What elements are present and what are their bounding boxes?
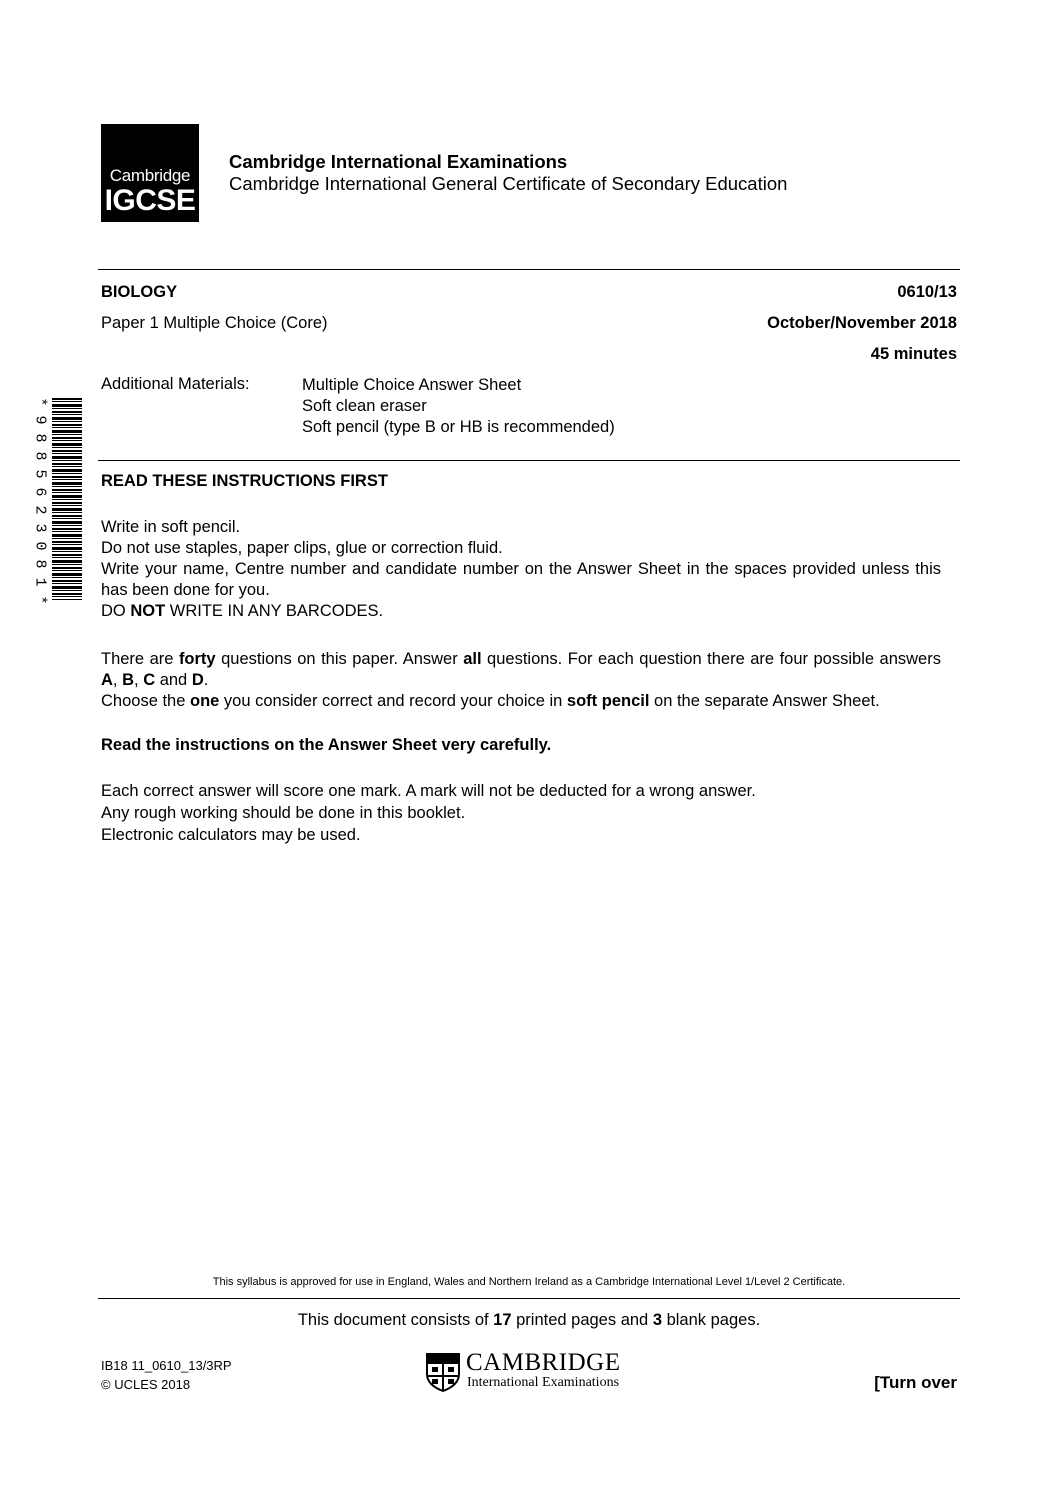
turn-over: [Turn over — [874, 1373, 957, 1392]
materials-divider — [98, 460, 960, 461]
header-divider — [98, 269, 960, 270]
instruction-line — [101, 649, 941, 691]
instructions-block-3 — [101, 780, 941, 846]
subject: BIOLOGY — [101, 283, 178, 301]
instruction-line: Each correct answer will score one mark. A mark will not be deducted for a wrong answer. — [101, 782, 756, 800]
text-run: DO — [101, 602, 131, 620]
cambridge-crest-icon — [425, 1352, 461, 1392]
page-count — [98, 1311, 960, 1330]
instruction-line: Write in soft pencil. — [101, 518, 241, 536]
text-run-bold: A — [101, 671, 113, 689]
text-run: questions. For each question there are four possible answers — [481, 650, 941, 668]
answer-sheet-note: Read the instructions on the Answer Sheet very carefully. — [101, 736, 552, 754]
text-run-bold: one — [189, 692, 220, 710]
text-run: This document consists of — [297, 1311, 494, 1329]
text-run-bold: B — [122, 671, 135, 689]
text-run-bold: NOT — [130, 602, 166, 620]
footer-divider — [98, 1298, 960, 1299]
paper-code: 0610/13 — [897, 283, 957, 301]
text-run: . — [203, 671, 209, 689]
instructions-block-1 — [101, 517, 941, 622]
text-run: you consider correct and record your choice in — [219, 692, 567, 710]
material-item: Multiple Choice Answer Sheet — [302, 376, 522, 394]
text-run-bold: soft pencil — [566, 692, 650, 710]
instruction-line: Electronic calculators may be used. — [101, 826, 361, 844]
text-run: There are — [101, 650, 179, 668]
instructions-heading: READ THESE INSTRUCTIONS FIRST — [101, 472, 388, 490]
text-run: questions on this paper. Answer — [215, 650, 464, 668]
barcode-digits: * 9 8 8 5 6 2 3 0 8 1 * — [31, 397, 49, 605]
text-run-bold: C — [143, 671, 156, 689]
materials-label: Additional Materials: — [101, 375, 250, 393]
qualification-name: Cambridge International General Certificate of Secondary Education — [229, 173, 788, 194]
text-run-bold: 17 — [493, 1311, 512, 1329]
logo-line-1: Cambridge — [109, 166, 191, 185]
text-run: Choose the — [101, 692, 190, 710]
instruction-line: Do not use staples, paper clips, glue or correction fluid. — [101, 539, 503, 557]
material-item: Soft pencil (type B or HB is recommended) — [302, 418, 615, 436]
instructions-block-2 — [101, 649, 941, 712]
paper-name: Paper 1 Multiple Choice (Core) — [101, 314, 328, 332]
cambridge-igcse-logo — [101, 124, 199, 222]
org-name: Cambridge International Examinations — [229, 151, 568, 172]
text-run: , — [134, 671, 144, 689]
instruction-line — [101, 691, 941, 712]
barcode — [31, 397, 84, 605]
text-run-bold: forty — [178, 650, 216, 668]
text-run: and — [155, 671, 192, 689]
duration: 45 minutes — [870, 345, 957, 363]
text-run: WRITE IN ANY BARCODES. — [165, 602, 384, 620]
logo-line-2: IGCSE — [104, 184, 196, 217]
instruction-line — [101, 601, 941, 622]
material-item: Soft clean eraser — [302, 397, 427, 415]
instruction-line: Write your name, Centre number and candidate number on the Answer Sheet in the spaces provided unless this has been done for you. — [101, 560, 941, 599]
text-run-bold: 3 — [652, 1311, 662, 1329]
copyright: © UCLES 2018 — [101, 1377, 191, 1392]
text-run-bold: D — [191, 671, 204, 689]
text-run: on the separate Answer Sheet. — [649, 692, 880, 710]
syllabus-note: This syllabus is approved for use in England, Wales and Northern Ireland as a Cambridge International Level 1/Level 2 Certificate. — [212, 1276, 846, 1288]
barcode-bars — [52, 398, 82, 600]
cambridge-wordmark: CAMBRIDGE — [466, 1349, 621, 1376]
text-run: printed pages and — [511, 1311, 653, 1329]
text-run: blank pages. — [662, 1311, 761, 1329]
text-run-bold: all — [463, 650, 482, 668]
session: October/November 2018 — [767, 314, 957, 332]
text-run: , — [112, 671, 123, 689]
instruction-line: Any rough working should be done in this booklet. — [101, 804, 466, 822]
materials-list — [302, 375, 615, 438]
document-ref: IB18 11_0610_13/3RP — [101, 1358, 232, 1373]
cambridge-subtitle: International Examinations — [467, 1375, 620, 1390]
